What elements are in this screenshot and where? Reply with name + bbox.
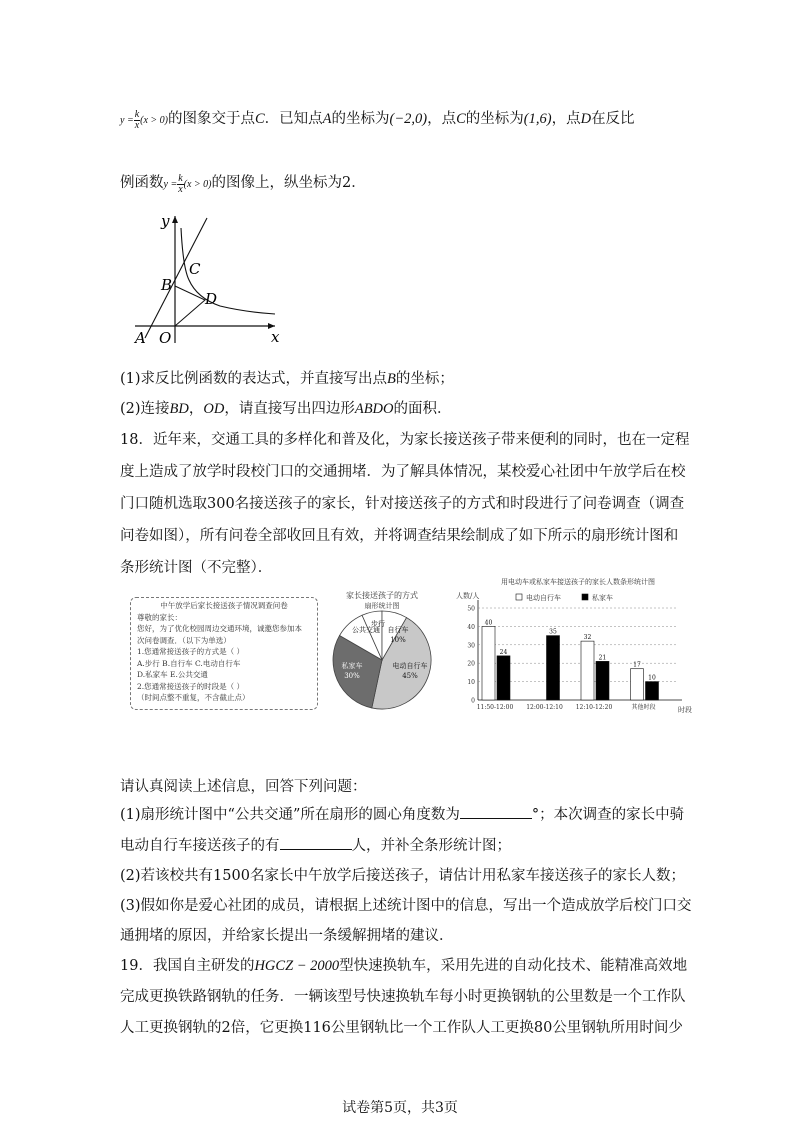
x-tick-label: 其他时段 — [631, 704, 656, 711]
pie-subtitle: 扇形统计图 — [364, 602, 400, 610]
survey-line: 次问卷调查．（以下为单选） — [137, 635, 231, 645]
q19-line-2: 完成更换铁路钢轨的任务．一辆该型号快速换轨车每小时更换钢轨的公里数是一个工作队 — [120, 989, 686, 1005]
y-tick-label: 0 — [471, 697, 475, 705]
q18-q3-line-1: (3)假如你是爱心社团的成员，请根据上述统计图中的信息，写出一个造成放学后校门口交 — [120, 898, 692, 914]
q18-q1-line-1: (1)扇形统计图中“公共交通”所在扇形的圆心角度数为 °；本次调查的家长中骑 — [120, 807, 685, 823]
intro-line-1: y = $\frac{k}{x}$ (x > 0)的图象交于点C．已知点A的坐标为(−2,0)，点C的坐标为(1,6)，点D在反比 — [120, 109, 635, 132]
x-axis-label: x — [271, 328, 280, 346]
legend-label-1: 私家车 — [592, 594, 613, 602]
pie-value-1: 30% — [344, 672, 360, 680]
answer-blank — [460, 818, 532, 819]
legend-swatch-1 — [582, 594, 588, 600]
survey-line: A.步行 B.自行车 C.电动自行车 — [137, 658, 241, 668]
pie-label-4: 自行车 — [387, 626, 409, 634]
q18-q3-line-2: 通拥堵的原因，并给家长提出一条缓解拥堵的建议． — [120, 928, 454, 944]
legend-swatch-0 — [516, 594, 522, 600]
bar-1-1 — [547, 636, 560, 700]
q18-q2: (2)若该校共有1500名家长中午放学后接送孩子，请估计用私家车接送孩子的家长人数； — [120, 868, 685, 884]
y-axis-label: y — [161, 212, 170, 230]
x-tick-label: 11:50-12:00 — [476, 704, 514, 711]
bar-value-label: 21 — [598, 654, 607, 662]
bar-value-label: 32 — [583, 634, 592, 642]
page-footer: 试卷第5页，共3页 — [342, 1100, 458, 1116]
q18-line-2: 度上造成了放学时段校门口的交通拥堵．为了解具体情况，某校爱心社团中午放学后在校 — [120, 464, 686, 480]
survey-line: （时间点整不重复，不含截止点） — [137, 693, 250, 702]
legend-label-0: 电动自行车 — [526, 594, 561, 602]
pie-title: 家长接送孩子的方式 — [346, 591, 418, 600]
y-tick-label: 20 — [467, 660, 475, 668]
q17-part-1: (1)求反比例函数的表达式，并直接写出点B的坐标； — [120, 371, 454, 387]
bar-value-label: 24 — [499, 648, 508, 656]
bar-title: 用电动车或私家车接送孩子的家长人数条形统计图 — [501, 578, 655, 586]
q18-line-3: 门口随机选取300名接送孩子的家长，针对接送孩子的方式和时段进行了问卷调查（调查 — [120, 496, 685, 512]
q19-line-3: 人工更换钢轨的2倍，它更换116公里钢轨比一个工作队人工更换80公里钢轨所用时间少 — [120, 1020, 683, 1036]
bar-chart — [452, 574, 696, 716]
q19-line-1: 19．我国自主研发的HGCZ − 2000型快速换轨车，采用先进的自动化技术、能精准高效地 — [120, 958, 688, 974]
x-tick-label: 12:10-12:20 — [575, 704, 613, 711]
func-expression: y = $\frac{k}{x}$ (x > 0) — [120, 109, 168, 132]
bar-value-label: 40 — [484, 619, 493, 627]
pie-label-2: 公共交通 — [352, 626, 380, 634]
bar-y-label: 人数/人 — [456, 592, 480, 600]
bar-1-3 — [646, 682, 659, 700]
pie-label-1: 私家车 — [341, 662, 363, 670]
x-tick-label: 12:00-12:10 — [526, 704, 563, 711]
pie-chart — [322, 588, 442, 712]
bar-0-3 — [631, 669, 644, 700]
pie-label-0: 电动自行车 — [392, 662, 428, 670]
y-tick-label: 50 — [467, 605, 475, 613]
bar-1-2 — [596, 661, 609, 700]
y-tick-label: 40 — [467, 623, 475, 631]
bar-value-label: 17 — [633, 661, 641, 669]
point-a-label: A — [135, 329, 146, 347]
intro-line-2: 例函数y = $\frac{k}{x}$ (x > 0)的图像上，纵坐标为2． — [120, 173, 366, 196]
bar-1-0 — [497, 656, 510, 700]
y-tick-label: 30 — [467, 642, 475, 650]
bar-value-label: 35 — [549, 628, 557, 636]
q18-q1-line-2: 电动自行车接送孩子的有 人，并补全条形统计图； — [120, 838, 511, 854]
bar-x-label: 时段 — [678, 706, 692, 714]
q18-line-5: 条形统计图（不完整）． — [120, 560, 273, 576]
q18-instruction: 请认真阅读上述信息，回答下列问题： — [120, 779, 367, 795]
bar-0-0 — [482, 626, 495, 700]
survey-line: 中午放学后家长接送孩子情况调查问卷 — [160, 601, 288, 610]
coordinate-graph — [125, 208, 285, 348]
answer-blank — [280, 849, 352, 850]
survey-line: 尊敬的家长： — [137, 612, 182, 622]
survey-line: 2.您通常接送孩子的时段是（ ） — [137, 681, 245, 691]
survey-line: D.私家车 E.公共交通 — [137, 670, 208, 679]
point-b-label: B — [161, 276, 173, 294]
q18-line-4: 问卷如图），所有问卷全部收回且有效，并将调查结果绘制成了如下所示的扇形统计图和 — [120, 528, 679, 544]
bar-0-2 — [581, 641, 594, 700]
pie-value-0: 45% — [402, 672, 418, 680]
point-c-label: C — [189, 260, 201, 278]
point-d-label: D — [205, 290, 218, 308]
origin-label: O — [159, 329, 172, 347]
pie-label-3: 步行 — [371, 620, 385, 628]
bar-value-label: 10 — [648, 674, 656, 682]
survey-questionnaire — [130, 597, 318, 710]
q17-part-2: (2)连接BD，OD，请直接写出四边形ABDO的面积． — [120, 401, 452, 417]
q18-line-1: 18．近年来，交通工具的多样化和普及化，为家长接送孩子带来便利的同时，也在一定程 — [120, 432, 690, 448]
survey-line: 您好，为了优化校园周边交通环境，诚邀您参加本 — [137, 624, 302, 633]
y-tick-label: 10 — [467, 679, 475, 687]
pie-value-4: 10% — [390, 636, 406, 644]
survey-line: 1.您通常接送孩子的方式是（ ） — [137, 647, 245, 656]
